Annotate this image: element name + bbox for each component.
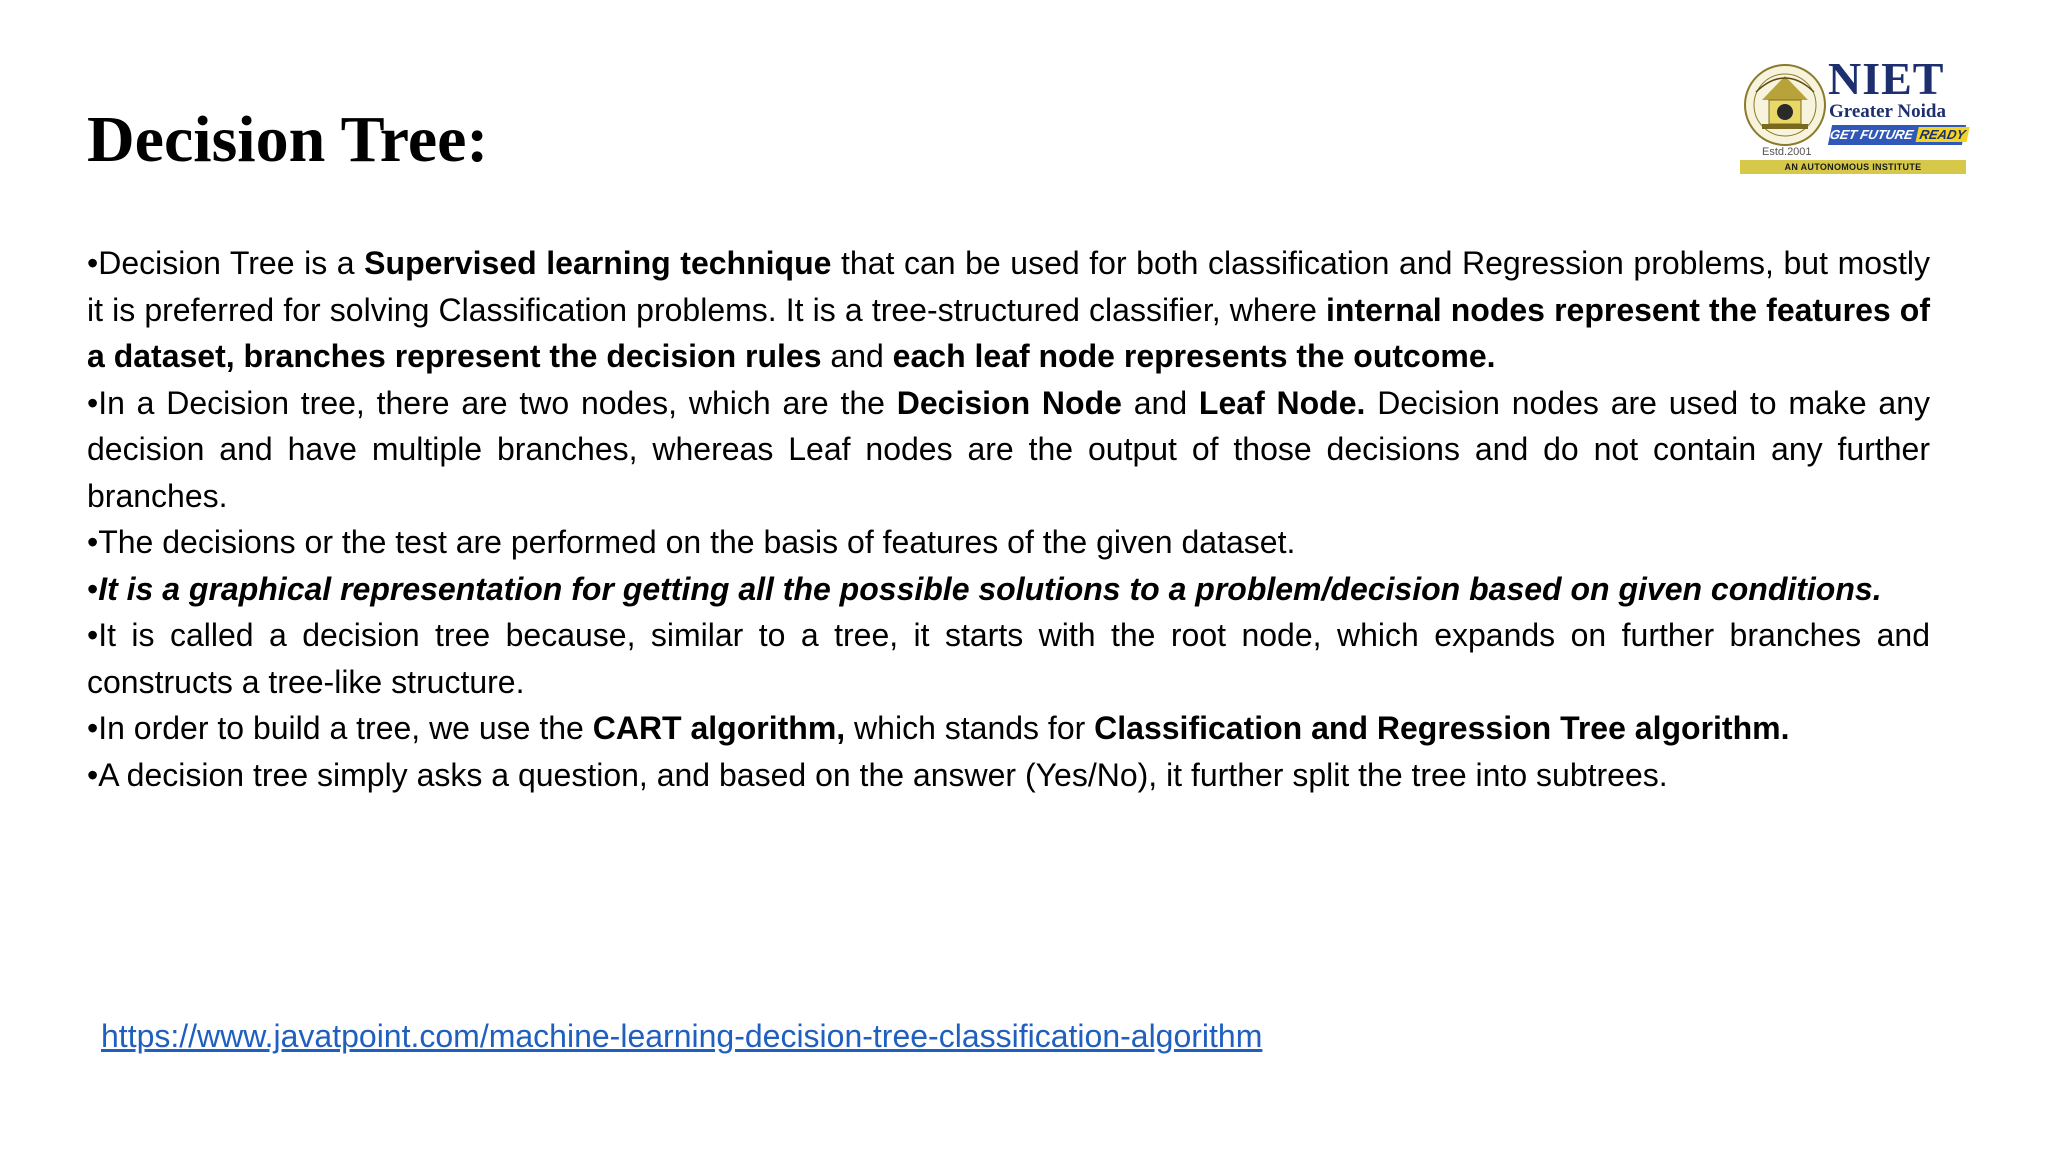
bullet-text-bold: CART algorithm, [592, 710, 846, 746]
bullet-text-bold: Decision Node [896, 384, 1122, 421]
bullet-text-bold: Supervised learning technique [364, 245, 832, 281]
bullet-text-bold: internal nodes represent the features of a dataset, branches represent the decision rules [87, 291, 1931, 374]
slide-body [87, 240, 1930, 798]
bullet-text: •In order to build a tree, we use the [87, 710, 593, 746]
logo-established: Estd.2001 [1762, 146, 1812, 158]
logo-tagline [1828, 125, 1966, 145]
logo-band: AN AUTONOMOUS INSTITUTE [1740, 160, 1966, 174]
bullet-text-bold-italic: It is a graphical representation for getting all the possible solutions to a problem/decision based on given conditions. [98, 570, 1882, 607]
bullet-paragraph [87, 380, 1930, 520]
bullet-paragraph [87, 519, 1930, 566]
bullet-text: •A decision tree simply asks a question, and based on the answer (Yes/No), it further split the tree into subtrees. [87, 756, 1668, 793]
bullet-text: that can be used for both classification and Regression problems, but mostly it is preferred for solving Classification problems. It is a tree-structured classifier, where [87, 245, 1931, 328]
bullet-text-bold: Classification and Regression Tree algorithm. [1094, 710, 1790, 746]
bullet-text: Decision nodes are used to make any decision and have multiple branches, whereas Leaf nodes are the output of those decisions and do not contain any further branches. [87, 384, 1931, 514]
bullet-paragraph [87, 566, 1930, 613]
logo-name: NIET [1828, 53, 1945, 104]
bullet-text: and [821, 338, 893, 374]
bullet-paragraph [87, 240, 1930, 380]
institute-logo [1740, 54, 1966, 174]
source-link[interactable]: https://www.javatpoint.com/machine-learning-decision-tree-classification-algorithm [101, 1018, 1263, 1054]
bullet-paragraph [87, 705, 1930, 752]
bullet-paragraph [87, 612, 1930, 705]
bullet-text: •The decisions or the test are performed on the basis of features of the given dataset. [87, 524, 1296, 560]
institute-emblem-icon [1742, 62, 1828, 148]
logo-tagline-main: GET FUTURE [1828, 127, 1915, 142]
logo-city: Greater Noida [1829, 101, 1946, 122]
logo-tagline-accent: READY [1915, 127, 1970, 142]
bullet-text: •Decision Tree is a [87, 245, 365, 281]
bullet-text: which stands for [845, 710, 1095, 746]
slide-title: Decision Tree: [87, 103, 489, 176]
bullet-text: and [1121, 384, 1199, 421]
bullet-text-bold: each leaf node represents the outcome. [892, 338, 1496, 374]
bullet-text-bold: Leaf Node. [1198, 384, 1366, 421]
bullet-text: •It is called a decision tree because, similar to a tree, it starts with the root node, which expands on further branches and constructs a tree-like structure. [87, 617, 1930, 700]
bullet-text: • [87, 570, 99, 607]
bullet-text: •In a Decision tree, there are two nodes, which are the [87, 384, 897, 421]
bullet-paragraph [87, 752, 1930, 799]
